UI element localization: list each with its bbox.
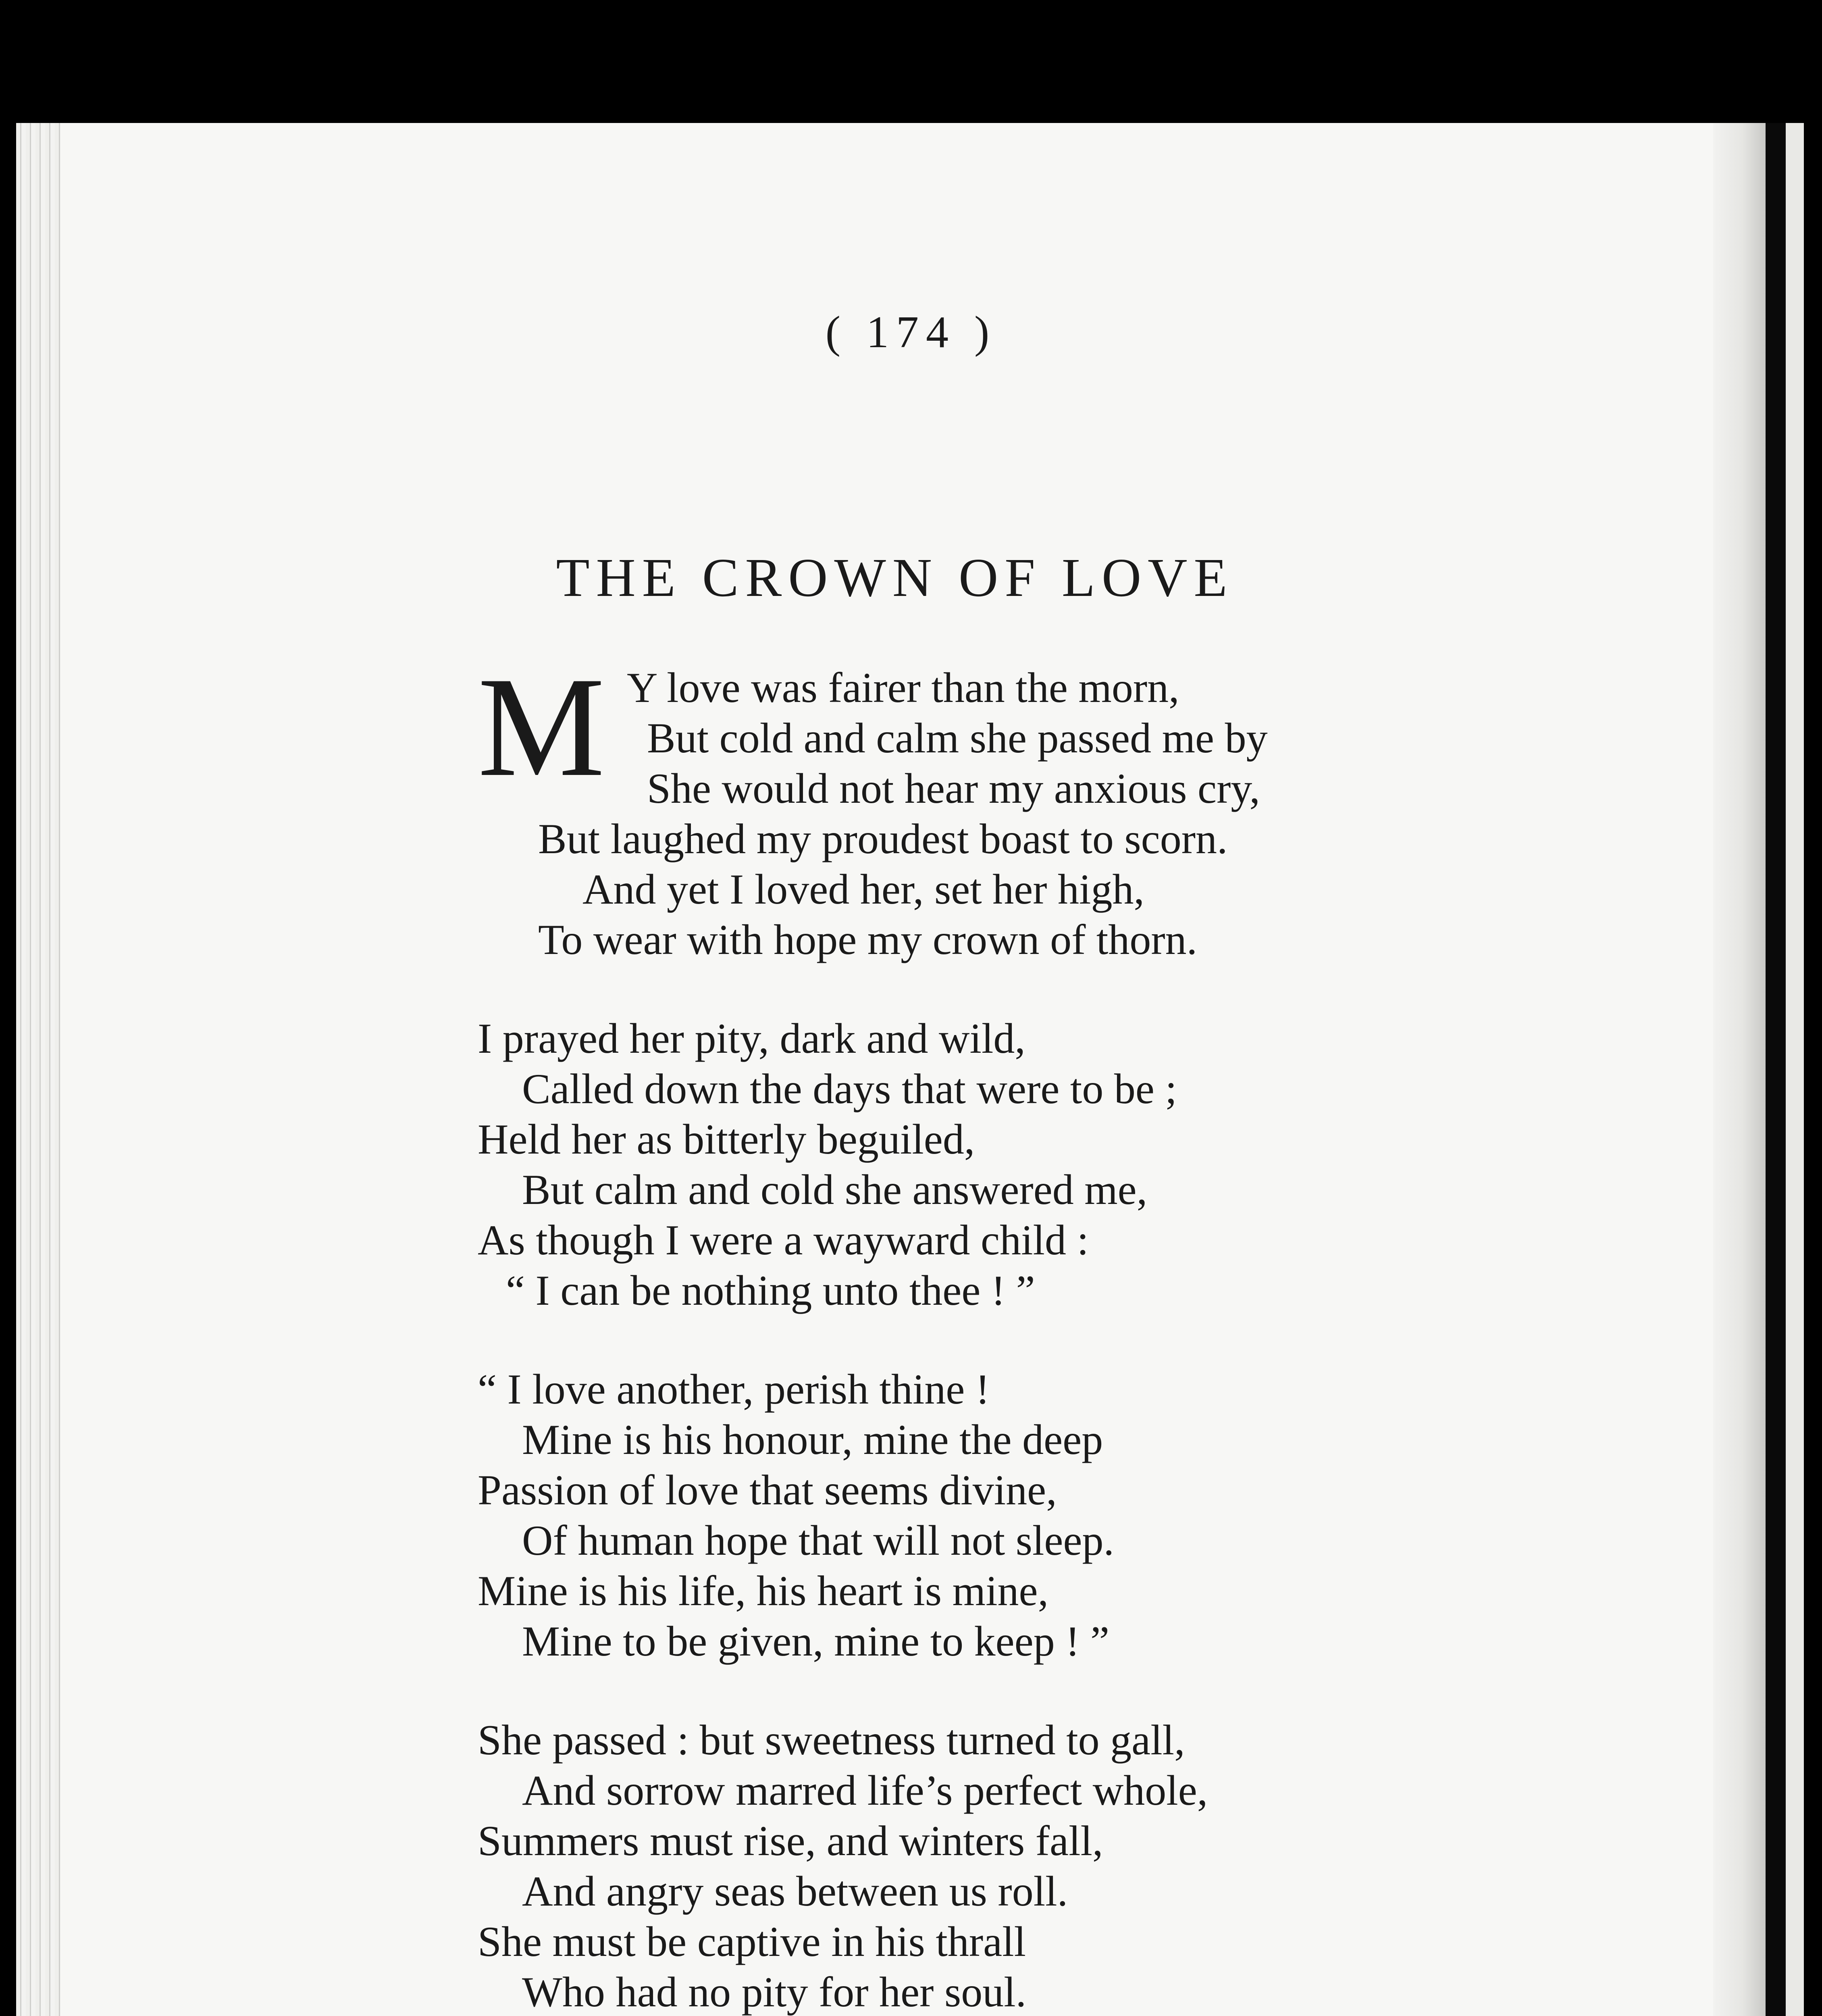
gutter-shadow — [1766, 123, 1786, 2016]
poem-line: To wear with hope my crown of thorn. — [538, 916, 1198, 963]
poem-line: But laughed my proudest boast to scorn. — [538, 815, 1228, 862]
poem-line: Summers must rise, and winters fall, — [478, 1817, 1103, 1864]
drop-cap: M — [478, 648, 605, 806]
poem-line: She must be captive in his thrall — [478, 1918, 1026, 1965]
poem-line: Mine to be given, mine to keep ! ” — [522, 1618, 1110, 1665]
poem-line: Mine is his honour, mine the deep — [522, 1416, 1103, 1463]
poem-title: THE CROWN OF LOVE — [556, 548, 1234, 608]
poem-line: “ I love another, perish thine ! — [478, 1366, 990, 1413]
poem-line: But calm and cold she answered me, — [522, 1166, 1148, 1213]
poem-line: But cold and calm she passed me by — [647, 714, 1268, 762]
poem-line: I prayed her pity, dark and wild, — [478, 1015, 1025, 1062]
poem-line: And yet I loved her, set her high, — [582, 866, 1144, 913]
poem-line: Passion of love that seems divine, — [478, 1466, 1057, 1514]
poem-line: Held her as bitterly beguiled, — [478, 1116, 975, 1163]
poem-line: And sorrow marred life’s perfect whole, — [522, 1767, 1208, 1814]
page-number: ( 174 ) — [825, 307, 997, 357]
page-edge-left — [16, 123, 60, 2016]
poem-line: Y love was fairer than the morn, — [627, 664, 1179, 711]
poem-line: Who had no pity for her soul. — [522, 1968, 1027, 2016]
page-fold-right — [1713, 123, 1766, 2016]
poem-line: “ I can be nothing unto thee ! ” — [506, 1267, 1035, 1314]
poem-line: Mine is his life, his heart is mine, — [478, 1567, 1049, 1614]
poem-line: And angry seas between us roll. — [522, 1868, 1068, 1915]
poem-line: Called down the days that were to be ; — [522, 1065, 1177, 1112]
next-page-edge — [1786, 123, 1804, 2016]
poem-line: As though I were a wayward child : — [478, 1216, 1089, 1264]
poem-line: Of human hope that will not sleep. — [522, 1517, 1114, 1564]
poem-line: She passed : but sweetness turned to gall, — [478, 1716, 1185, 1764]
poem-line: She would not hear my anxious cry, — [647, 765, 1260, 812]
